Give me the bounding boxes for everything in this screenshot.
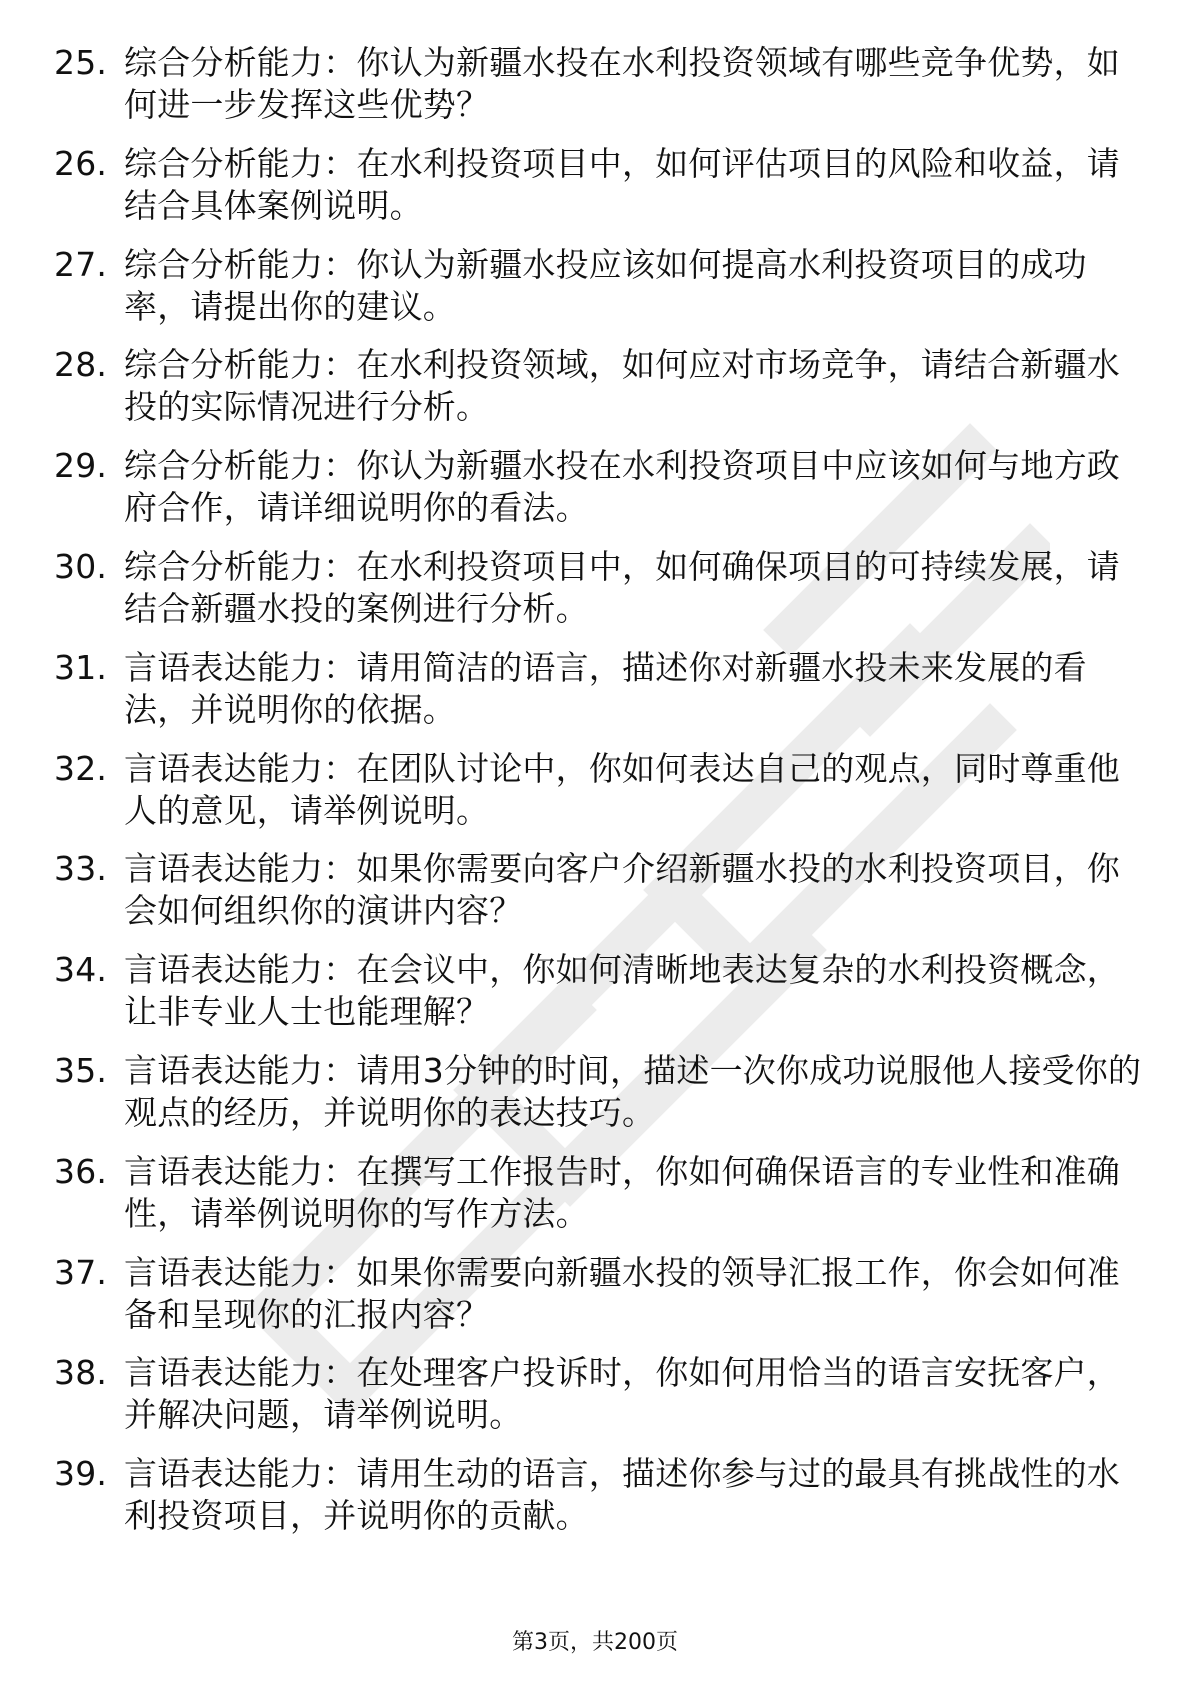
list-item	[54, 949, 1144, 1033]
question-number: 27.	[54, 244, 108, 284]
list-item	[54, 748, 1144, 832]
question-number: 32.	[54, 748, 108, 788]
question-text: 言语表达能力：请用简洁的语言，描述你对新疆水投未来发展的看法，并说明你的依据。	[124, 647, 1087, 729]
list-item	[54, 445, 1144, 529]
question-text: 言语表达能力：如果你需要向客户介绍新疆水投的水利投资项目，你会如何组织你的演讲内容？	[124, 849, 1120, 931]
question-text: 言语表达能力：如果你需要向新疆水投的领导汇报工作，你会如何准备和呈现你的汇报内容？	[124, 1252, 1120, 1334]
question-number: 29.	[54, 446, 108, 486]
list-item	[54, 1453, 1144, 1537]
question-text: 言语表达能力：在会议中，你如何清晰地表达复杂的水利投资概念，让非专业人士也能理解？	[124, 950, 1120, 1032]
question-text: 言语表达能力：在团队讨论中，你如何表达自己的观点，同时尊重他人的意见，请举例说明。	[124, 748, 1120, 830]
list-item	[54, 1252, 1144, 1336]
question-number: 37.	[54, 1252, 108, 1292]
question-list	[54, 42, 1144, 1554]
question-text: 言语表达能力：在撰写工作报告时，你如何确保语言的专业性和准确性，请举例说明你的写作方法。	[124, 1151, 1120, 1233]
question-text: 综合分析能力：你认为新疆水投在水利投资项目中应该如何与地方政府合作，请详细说明你的看法。	[124, 446, 1120, 528]
list-item	[54, 344, 1144, 428]
question-number: 35.	[54, 1050, 108, 1090]
list-item	[54, 143, 1144, 227]
list-item	[54, 848, 1144, 932]
list-item	[54, 42, 1144, 126]
question-text: 综合分析能力：你认为新疆水投在水利投资领域有哪些竞争优势，如何进一步发挥这些优势？	[124, 43, 1120, 124]
list-item	[54, 244, 1144, 328]
list-item	[54, 546, 1144, 630]
question-number: 38.	[54, 1353, 108, 1393]
list-item	[54, 647, 1144, 731]
question-text: 综合分析能力：你认为新疆水投应该如何提高水利投资项目的成功率，请提出你的建议。	[124, 244, 1087, 326]
question-text: 综合分析能力：在水利投资领域，如何应对市场竞争，请结合新疆水投的实际情况进行分析。	[124, 345, 1120, 427]
question-number: 25.	[54, 43, 108, 82]
question-text: 综合分析能力：在水利投资项目中，如何确保项目的可持续发展，请结合新疆水投的案例进行分析。	[124, 546, 1120, 628]
question-number: 34.	[54, 950, 108, 990]
list-item	[54, 1151, 1144, 1235]
list-item	[54, 1050, 1144, 1134]
list-item	[54, 1352, 1144, 1436]
question-number: 39.	[54, 1454, 108, 1494]
question-text: 言语表达能力：在处理客户投诉时，你如何用恰当的语言安抚客户，并解决问题，请举例说明。	[124, 1353, 1120, 1435]
question-number: 30.	[54, 546, 108, 586]
question-number: 36.	[54, 1151, 108, 1191]
question-text: 言语表达能力：请用3分钟的时间，描述一次你成功说服他人接受你的观点的经历，并说明你的表达技巧。	[124, 1050, 1142, 1132]
question-number: 28.	[54, 345, 108, 385]
question-text: 综合分析能力：在水利投资项目中，如何评估项目的风险和收益，请结合具体案例说明。	[124, 143, 1120, 225]
question-number: 31.	[54, 647, 108, 687]
question-text: 言语表达能力：请用生动的语言，描述你参与过的最具有挑战性的水利投资项目，并说明你的贡献。	[124, 1454, 1120, 1536]
question-number: 26.	[54, 143, 108, 183]
page-footer: 第3页，共200页	[512, 1630, 678, 1655]
question-number: 33.	[54, 849, 108, 889]
